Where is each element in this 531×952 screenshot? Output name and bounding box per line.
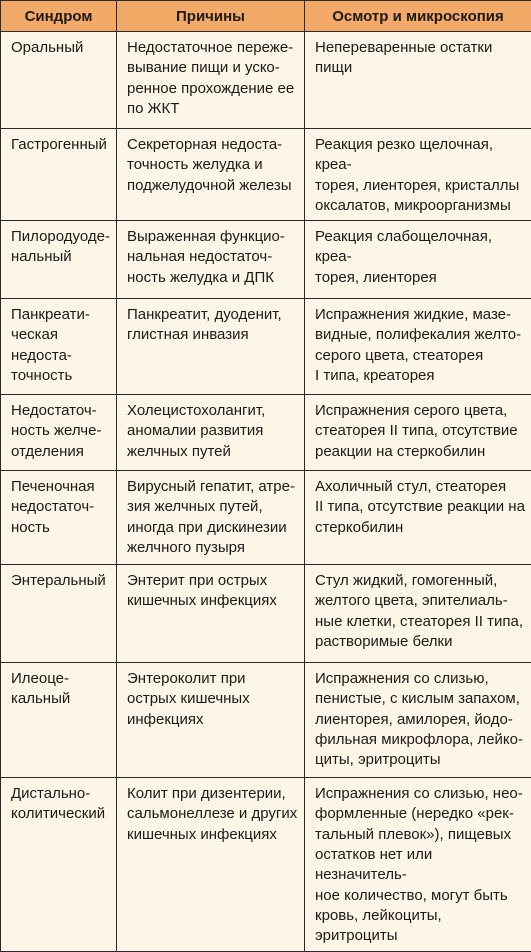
cell-syndrome: Дистально- колитический xyxy=(1,778,117,951)
cell-causes: Панкреатит, дуоденит, глистная инвазия xyxy=(117,299,305,395)
cell-exam: Ахоличный стул, стеаторея II типа, отсутствие реакции на стеркобилин xyxy=(305,471,531,565)
table-row xyxy=(1,471,531,565)
cell-causes: Энтерит при острых кишечных инфекциях xyxy=(117,565,305,663)
cell-syndrome: Энтеральный xyxy=(1,565,117,663)
table-header-row xyxy=(1,1,531,32)
header-syndrome: Синдром xyxy=(1,1,117,32)
cell-causes: Выраженная функцио- нальная недостаточ- ность желудка и ДПК xyxy=(117,221,305,299)
table-row xyxy=(1,395,531,471)
table-row xyxy=(1,778,531,951)
cell-causes: Недостаточное переже- вывание пищи и ускo- ренное прохождение ее по ЖКТ xyxy=(117,32,305,129)
cell-exam: Испражнения жидкие, мазе- видные, полифекалия желто- серого цвета, стеаторея I типа, креаторея xyxy=(305,299,531,395)
cell-syndrome: Печеночная недостаточ- ность xyxy=(1,471,117,565)
cell-exam: Испражнения со слизью, нео- формленные (нередко «рек- тальный плевок»), пищевых остатков нет или незначитель- ное количество, могут быть кровь, лейкоциты, эритроциты xyxy=(305,778,531,951)
cell-syndrome: Панкреати- ческая недоста- точность xyxy=(1,299,117,395)
cell-causes: Вирусный гепатит, атре- зия желчных путей, иногда при дискинезии желчного пузыря xyxy=(117,471,305,565)
table-row xyxy=(1,565,531,663)
cell-syndrome: Недостаточ- ность желче- отделения xyxy=(1,395,117,471)
cell-exam: Реакция слабощелочная, креа- торея, лиенторея xyxy=(305,221,531,299)
cell-syndrome: Пилородуоде- нальный xyxy=(1,221,117,299)
table-row xyxy=(1,221,531,299)
cell-syndrome: Оральный xyxy=(1,32,117,129)
cell-exam: Непереваренные остатки пищи xyxy=(305,32,531,129)
cell-causes: Секреторная недоста- точность желудка и поджелудочной железы xyxy=(117,129,305,221)
table-row xyxy=(1,299,531,395)
table-row xyxy=(1,129,531,221)
cell-syndrome: Илеоце- кальный xyxy=(1,663,117,778)
header-exam: Осмотр и микроскопия xyxy=(305,1,531,32)
cell-syndrome: Гастрогенный xyxy=(1,129,117,221)
table-row xyxy=(1,663,531,778)
cell-exam: Реакция резко щелочная, креа- торея, лиенторея, кристаллы оксалатов, микроорганизмы xyxy=(305,129,531,221)
cell-causes: Энтероколит при острых кишечных инфекциях xyxy=(117,663,305,778)
cell-exam: Испражнения серого цвета, стеаторея II типа, отсутствие реакции на стеркобилин xyxy=(305,395,531,471)
cell-causes: Холецистохолангит, аномалии развития желчных путей xyxy=(117,395,305,471)
cell-exam: Стул жидкий, гомогенный, желтого цвета, эпителиаль- ные клетки, стеаторея II типа, растворимые белки xyxy=(305,565,531,663)
table-row xyxy=(1,32,531,129)
cell-causes: Колит при дизентерии, сальмонеллезе и других кишечных инфекциях xyxy=(117,778,305,951)
header-causes: Причины xyxy=(117,1,305,32)
cell-exam: Испражнения со слизью, пенистые, с кислым запахом, лиенторея, амилорея, йодо- фильная микрофлора, лейко- циты, эритроциты xyxy=(305,663,531,778)
